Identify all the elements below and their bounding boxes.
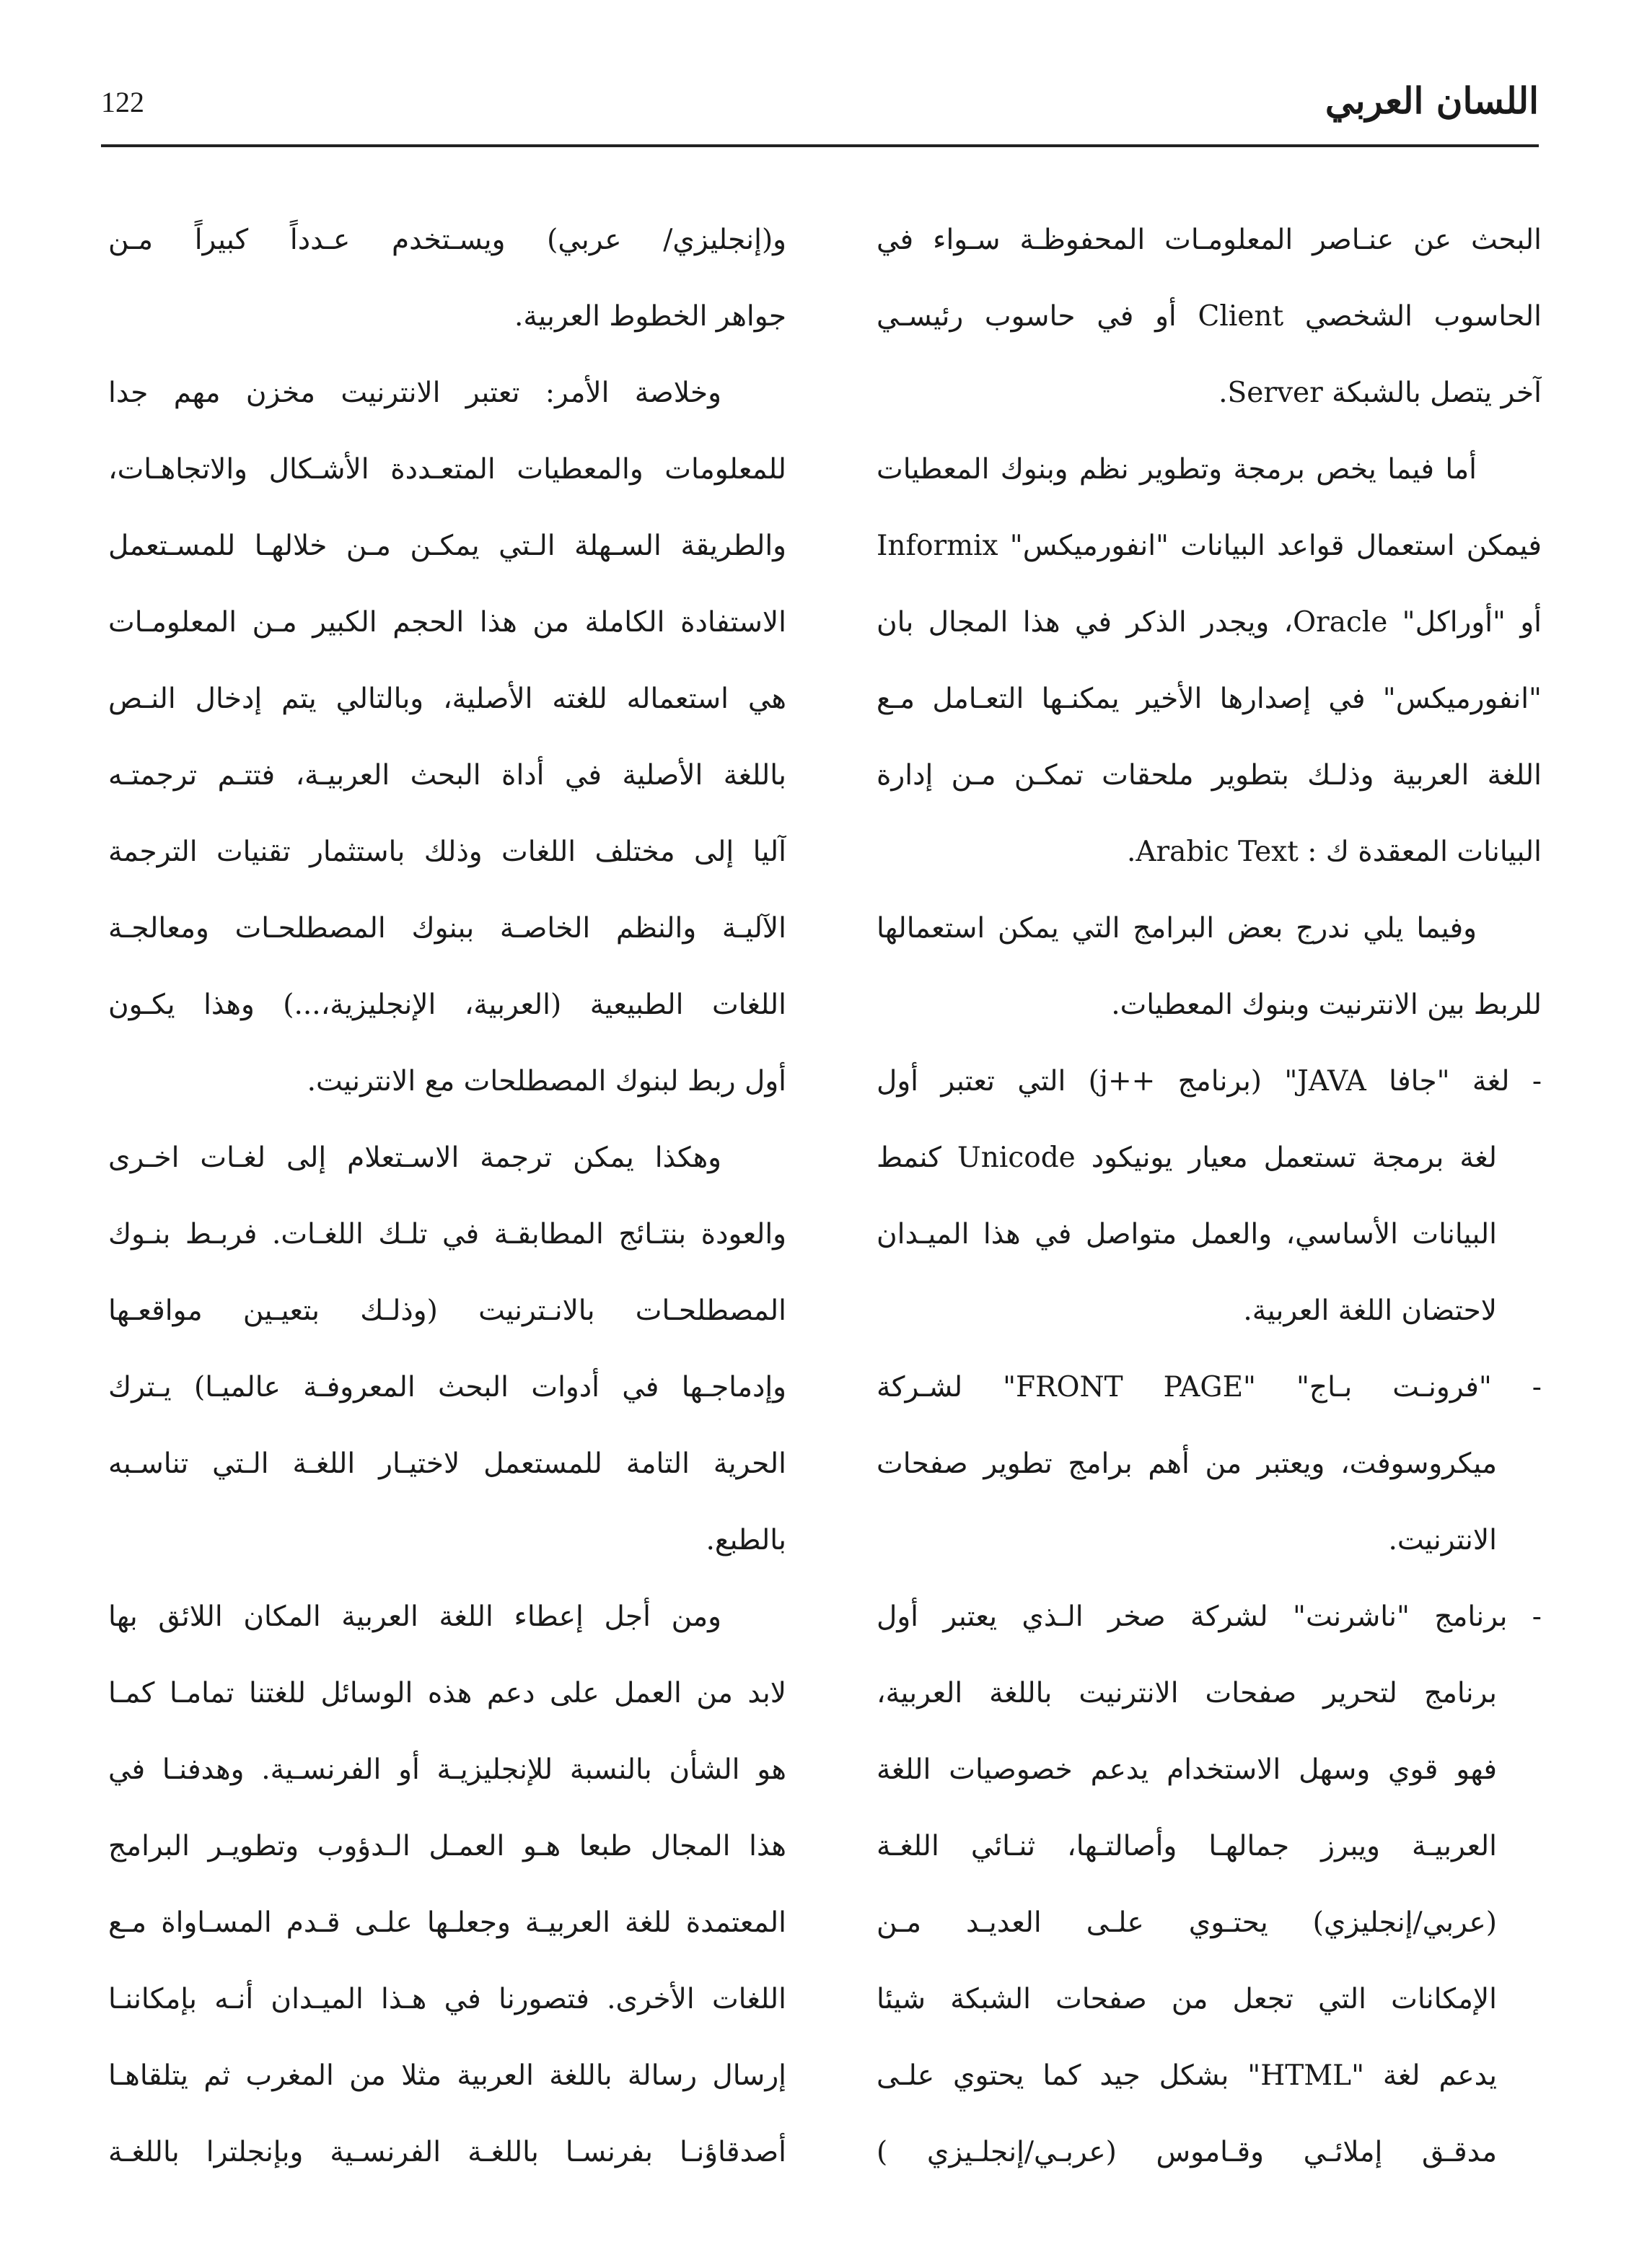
text-line: وإدماجـها في أدوات البحث المعروفـة عالميـا) يـترك: [108, 1371, 786, 1404]
text-line: أصدقاؤنـا بفرنسـا باللغـة الفرنسـية وبإنجلترا باللغـة: [108, 2136, 786, 2168]
text-line: بالطبع.: [706, 1524, 786, 1556]
text-line: الآليـة والنظم الخاصـة ببنوك المصطلحـات ومعالجـة: [108, 912, 786, 945]
text-line: للمعلومات والمعطيات المتعـددة الأشـكال والاتجاهـات،: [108, 453, 786, 486]
text-line: (عربي/إنجليزي) يحتـوي علـى العديـد مـن: [877, 1906, 1497, 1939]
text-line: - "فرونـت بـاج" "FRONT PAGE" لشـركة: [877, 1371, 1542, 1404]
text-line: لابد من العمل على دعم هذه الوسائل للغتنا تمامـا كمـا: [108, 1677, 786, 1709]
journal-title: اللسان العربي: [1325, 79, 1539, 122]
text-line: باللغة الأصلية في أداة البحث العربيـة، فتتـم ترجمتـه: [108, 759, 786, 792]
text-line: العربيـة ويبرز جمالهـا وأصالتـها، ثنـائي اللغـة: [877, 1830, 1497, 1862]
text-line: هو الشأن بالنسبة للإنجليزيـة أو الفرنسـية. وهدفنـا في: [108, 1753, 786, 1786]
text-line: المصطلحـات بالانـترنيت (وذلـك بتعيـين مواقعـها: [108, 1295, 786, 1327]
text-line: الحرية التامة للمستعمل لاختيـار اللغـة الـتي تناسـبه: [108, 1448, 786, 1480]
text-line: لاحتضان اللغة العربية.: [1243, 1295, 1497, 1327]
text-line: وهكذا يمكن ترجمة الاسـتعلام إلى لغـات اخـرى: [108, 1142, 721, 1174]
text-line: ومن أجل إعطاء اللغة العربية المكان اللائق بها: [108, 1601, 721, 1633]
text-line: أول ربط لبنوك المصطلحات مع الانترنيت.: [307, 1065, 786, 1098]
text-line: والطريقة السـهلة الـتي يمكـن مـن خلالهـا للمسـتعمل: [108, 530, 786, 562]
text-line: أو "أوراكل" Oracle، ويجدر الذكر في هذا المجال بان: [877, 606, 1542, 639]
text-line: آليا إلى مختلف اللغات وذلك باستثمار تقنيات الترجمة: [108, 836, 786, 868]
text-line: فيمكن استعمال قواعد البيانات "انفورميكس" Informix: [877, 530, 1542, 562]
text-line: الانترنيت.: [1388, 1524, 1497, 1556]
text-line: أما فيما يخص برمجة وتطوير نظم وبنوك المعطيات: [877, 453, 1477, 486]
text-line: - برنامج "ناشرنت" لشركة صخر الـذي يعتبر أول: [877, 1601, 1542, 1633]
text-line: هذا المجال طبعا هـو العمـل الـدؤوب وتطويـر البرامج: [108, 1830, 786, 1862]
text-line: البحث عن عنـاصر المعلومـات المحفوظـة سـواء في: [877, 224, 1542, 256]
text-line: جواهر الخطوط العربية.: [514, 300, 786, 333]
text-line: الإمكانات التي تجعل من صفحات الشبكة شيئا: [877, 1983, 1497, 2015]
text-line: اللغات الطبيعية (العربية، الإنجليزية،...) وهذا يكـون: [108, 989, 786, 1021]
text-line: برنامج لتحرير صفحات الانترنيت باللغة العربية،: [877, 1677, 1497, 1709]
text-line: - لغة "جافا JAVA" (برنامج ++j) التي تعتبر أول: [877, 1065, 1542, 1098]
text-line: "انفورميكس" في إصدارها الأخير يمكنـها التعـامل مـع: [877, 683, 1542, 715]
text-line: المعتمدة للغة العربيـة وجعلـها علـى قـدم المسـاواة مـع: [108, 1906, 786, 1939]
text-line: مدقـق إملائـي وقـاموس (عربـي/إنجلـيزي ): [877, 2136, 1497, 2168]
text-line: وفيما يلي ندرج بعض البرامج التي يمكن استعمالها: [877, 912, 1477, 945]
left-column: [108, 202, 786, 2191]
text-line: لغة برمجة تستعمل معيار يونيكود Unicode كنمط: [877, 1142, 1497, 1174]
text-line: الحاسوب الشخصي Client أو في حاسوب رئيسـي: [877, 300, 1542, 333]
text-line: البيانات المعقدة ك : Arabic Text.: [1126, 836, 1542, 868]
header-rule: [101, 144, 1539, 147]
text-line: البيانات الأساسي، والعمل متواصل في هذا الميـدان: [877, 1218, 1497, 1251]
text-line: هي استعماله للغته الأصلية، وبالتالي يتم إدخال النـص: [108, 683, 786, 715]
text-line: ميكروسوفت، ويعتبر من أهم برامج تطوير صفحات: [877, 1448, 1497, 1480]
text-line: فهو قوي وسهل الاستخدام يدعم خصوصيات اللغة: [877, 1753, 1497, 1786]
text-line: آخر يتصل بالشبكة Server.: [1218, 377, 1542, 409]
text-line: يدعم لغة "HTML" بشكل جيد كما يحتوي علـى: [877, 2059, 1498, 2092]
text-line: و(إنجليزي/ عربي) ويسـتخدم عـدداً كبيراً مـن: [108, 224, 786, 256]
text-line: والعودة بنتـائج المطابقـة في تلـك اللغـات. فربـط بنـوك: [108, 1218, 786, 1251]
text-line: إرسال رسالة باللغة العربية مثلا من المغرب ثم يتلقاهـا: [108, 2059, 786, 2092]
right-column: [877, 202, 1542, 2191]
page-number: 122: [101, 86, 144, 118]
text-line: للربط بين الانترنيت وبنوك المعطيات.: [1111, 989, 1542, 1021]
text-line: الاستفادة الكاملة من هذا الحجم الكبير مـن المعلومـات: [108, 606, 786, 639]
text-line: وخلاصة الأمر: تعتبر الانترنيت مخزن مهم جدا: [108, 377, 721, 409]
text-line: اللغة العربية وذلـك بتطوير ملحقات تمكـن مـن إدارة: [877, 759, 1542, 792]
text-line: اللغات الأخرى. فتصورنا في هـذا الميـدان أنـه بإمكاننـا: [108, 1983, 786, 2015]
